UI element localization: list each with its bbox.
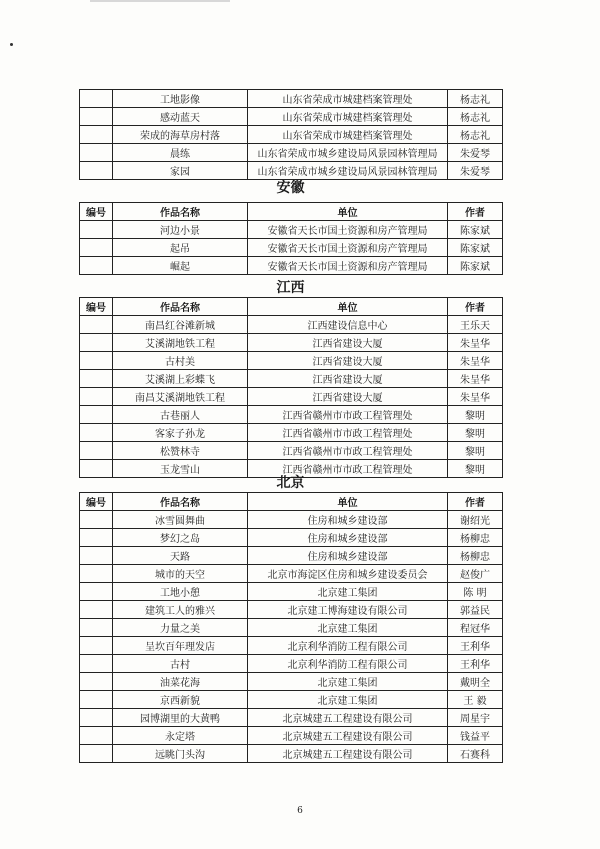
- cell-num: [80, 655, 113, 673]
- cell-num: [80, 673, 113, 691]
- cell-unit: 北京城建五工程建设有限公司: [248, 709, 448, 727]
- cell-unit: 江西省建设大厦: [248, 388, 448, 406]
- cell-num: [80, 352, 113, 370]
- cell-unit: 北京建工集团: [248, 583, 448, 601]
- scan-artifact-line: [90, 0, 230, 2]
- page-number: 6: [297, 806, 303, 816]
- cell-unit: 江西省赣州市市政工程管理处: [248, 406, 448, 424]
- jiangxi-table: [79, 297, 503, 478]
- cell-name: 艾溪湖地铁工程: [113, 334, 248, 352]
- column-header-name: 作品名称: [113, 298, 248, 316]
- cell-num: [80, 637, 113, 655]
- cell-name: 玉龙雪山: [113, 460, 248, 478]
- cell-author: 王 毅: [448, 691, 503, 709]
- cell-name: 远眺门头沟: [113, 745, 248, 763]
- cell-author: 杨志礼: [448, 126, 503, 144]
- cell-name: 油菜花海: [113, 673, 248, 691]
- table-row: [80, 239, 503, 257]
- cell-unit: 山东省荣成市城建档案管理处: [248, 126, 448, 144]
- cell-author: 黎明: [448, 424, 503, 442]
- cell-name: 松赞林寺: [113, 442, 248, 460]
- cell-num: [80, 511, 113, 529]
- table-row: [80, 601, 503, 619]
- cell-name: 工地小憩: [113, 583, 248, 601]
- cell-unit: 住房和城乡建设部: [248, 547, 448, 565]
- table-header-row: [80, 203, 503, 221]
- anhui-table: [79, 202, 503, 275]
- cell-unit: 北京利华消防工程有限公司: [248, 655, 448, 673]
- cell-num: [80, 442, 113, 460]
- cell-name: 古巷丽人: [113, 406, 248, 424]
- cell-name: 古村: [113, 655, 248, 673]
- cell-unit: 安徽省天长市国土资源和房产管理局: [248, 239, 448, 257]
- table-row: [80, 619, 503, 637]
- cell-num: [80, 619, 113, 637]
- cell-name: 城市的天空: [113, 565, 248, 583]
- cell-name: 工地影像: [113, 90, 248, 108]
- cell-author: 程冠华: [448, 619, 503, 637]
- cell-name: 感动蓝天: [113, 108, 248, 126]
- cell-name: 建筑工人的雅兴: [113, 601, 248, 619]
- table-row: [80, 257, 503, 275]
- cell-name: 起吊: [113, 239, 248, 257]
- cell-unit: 北京建工集团: [248, 691, 448, 709]
- cell-num: [80, 691, 113, 709]
- cell-unit: 北京城建五工程建设有限公司: [248, 727, 448, 745]
- table-row: [80, 673, 503, 691]
- cell-unit: 江西省赣州市市政工程管理处: [248, 460, 448, 478]
- cell-unit: 北京利华消防工程有限公司: [248, 637, 448, 655]
- cell-author: 杨志礼: [448, 90, 503, 108]
- shandong-table: [79, 89, 503, 180]
- cell-num: [80, 144, 113, 162]
- cell-unit: 山东省荣成市城建档案管理处: [248, 108, 448, 126]
- cell-unit: 江西省赣州市市政工程管理处: [248, 424, 448, 442]
- column-header-author: 作者: [448, 298, 503, 316]
- cell-name: 晨练: [113, 144, 248, 162]
- table-row: [80, 529, 503, 547]
- cell-unit: 安徽省天长市国土资源和房产管理局: [248, 257, 448, 275]
- cell-author: 王乐天: [448, 316, 503, 334]
- cell-num: [80, 709, 113, 727]
- cell-unit: 江西省建设大厦: [248, 334, 448, 352]
- cell-author: 杨志礼: [448, 108, 503, 126]
- beijing-table: [79, 492, 503, 763]
- section-title-beijing: 北京: [276, 475, 305, 491]
- cell-author: 陈 明: [448, 583, 503, 601]
- cell-unit: 江西省赣州市市政工程管理处: [248, 442, 448, 460]
- table-row: [80, 547, 503, 565]
- cell-name: 河边小景: [113, 221, 248, 239]
- cell-num: [80, 370, 113, 388]
- table-row: [80, 424, 503, 442]
- cell-author: 赵俊广: [448, 565, 503, 583]
- column-header-num: 编号: [80, 298, 113, 316]
- cell-name: 冰雪圆舞曲: [113, 511, 248, 529]
- table-row: [80, 108, 503, 126]
- section-title-jiangxi: 江西: [276, 280, 305, 296]
- table-row: [80, 655, 503, 673]
- cell-num: [80, 727, 113, 745]
- cell-name: 梦幻之岛: [113, 529, 248, 547]
- cell-num: [80, 221, 113, 239]
- cell-name: 力量之美: [113, 619, 248, 637]
- cell-author: 钱益平: [448, 727, 503, 745]
- cell-unit: 山东省荣成市城乡建设局风景园林管理局: [248, 162, 448, 180]
- table-row: [80, 334, 503, 352]
- cell-name: 天路: [113, 547, 248, 565]
- cell-num: [80, 565, 113, 583]
- cell-author: 朱呈华: [448, 370, 503, 388]
- cell-name: 客家子孙龙: [113, 424, 248, 442]
- cell-num: [80, 126, 113, 144]
- column-header-author: 作者: [448, 203, 503, 221]
- cell-name: 南昌艾溪湖地铁工程: [113, 388, 248, 406]
- cell-num: [80, 601, 113, 619]
- cell-unit: 山东省荣成市城乡建设局风景园林管理局: [248, 144, 448, 162]
- table-row: [80, 406, 503, 424]
- table-row: [80, 691, 503, 709]
- cell-name: 艾溪湖上彩蝶飞: [113, 370, 248, 388]
- cell-unit: 北京建工集团: [248, 673, 448, 691]
- table-header-row: [80, 493, 503, 511]
- table-row: [80, 637, 503, 655]
- cell-author: 石赛科: [448, 745, 503, 763]
- table-row: [80, 709, 503, 727]
- table-row: [80, 565, 503, 583]
- cell-num: [80, 424, 113, 442]
- cell-unit: 江西省建设大厦: [248, 370, 448, 388]
- cell-author: 陈家斌: [448, 239, 503, 257]
- column-header-unit: 单位: [248, 493, 448, 511]
- column-header-unit: 单位: [248, 298, 448, 316]
- cell-unit: 北京建工集团: [248, 619, 448, 637]
- table-row: [80, 90, 503, 108]
- cell-name: 古村美: [113, 352, 248, 370]
- cell-num: [80, 257, 113, 275]
- cell-num: [80, 406, 113, 424]
- table-row: [80, 511, 503, 529]
- table-row: [80, 583, 503, 601]
- cell-author: 黎明: [448, 406, 503, 424]
- cell-name: 永定塔: [113, 727, 248, 745]
- cell-num: [80, 239, 113, 257]
- cell-num: [80, 108, 113, 126]
- cell-author: 郭益民: [448, 601, 503, 619]
- cell-num: [80, 745, 113, 763]
- column-header-author: 作者: [448, 493, 503, 511]
- cell-unit: 住房和城乡建设部: [248, 529, 448, 547]
- cell-author: 戴明全: [448, 673, 503, 691]
- cell-unit: 江西省建设大厦: [248, 352, 448, 370]
- cell-num: [80, 388, 113, 406]
- column-header-unit: 单位: [248, 203, 448, 221]
- column-header-name: 作品名称: [113, 493, 248, 511]
- cell-author: 朱爱琴: [448, 144, 503, 162]
- cell-name: 呈坎百年理发店: [113, 637, 248, 655]
- cell-unit: 北京城建五工程建设有限公司: [248, 745, 448, 763]
- cell-author: 朱呈华: [448, 334, 503, 352]
- section-title-anhui: 安徽: [276, 180, 305, 196]
- cell-author: 王利华: [448, 637, 503, 655]
- cell-author: 陈家斌: [448, 257, 503, 275]
- cell-num: [80, 90, 113, 108]
- table-row: [80, 126, 503, 144]
- table-row: [80, 370, 503, 388]
- table-row: [80, 745, 503, 763]
- table-header-row: [80, 298, 503, 316]
- cell-name: 崛起: [113, 257, 248, 275]
- column-header-name: 作品名称: [113, 203, 248, 221]
- table-row: [80, 144, 503, 162]
- cell-num: [80, 583, 113, 601]
- cell-author: 黎明: [448, 442, 503, 460]
- table-row: [80, 442, 503, 460]
- column-header-num: 编号: [80, 493, 113, 511]
- cell-author: 黎明: [448, 460, 503, 478]
- cell-unit: 江西建设信息中心: [248, 316, 448, 334]
- table-row: [80, 727, 503, 745]
- cell-unit: 北京市海淀区住房和城乡建设委员会: [248, 565, 448, 583]
- cell-name: 京西新貌: [113, 691, 248, 709]
- cell-unit: 北京建工博海建设有限公司: [248, 601, 448, 619]
- table-row: [80, 316, 503, 334]
- cell-author: 谢绍光: [448, 511, 503, 529]
- cell-num: [80, 547, 113, 565]
- cell-unit: 住房和城乡建设部: [248, 511, 448, 529]
- cell-name: 荣成的海草房村落: [113, 126, 248, 144]
- scan-artifact-dot: [10, 43, 13, 46]
- cell-unit: 山东省荣成市城建档案管理处: [248, 90, 448, 108]
- table-row: [80, 352, 503, 370]
- cell-author: 朱呈华: [448, 388, 503, 406]
- cell-author: 朱呈华: [448, 352, 503, 370]
- cell-num: [80, 334, 113, 352]
- cell-author: 朱爱琴: [448, 162, 503, 180]
- cell-num: [80, 529, 113, 547]
- cell-author: 杨柳忠: [448, 529, 503, 547]
- table-row: [80, 388, 503, 406]
- column-header-num: 编号: [80, 203, 113, 221]
- cell-author: 周星宇: [448, 709, 503, 727]
- cell-author: 杨柳忠: [448, 547, 503, 565]
- table-row: [80, 221, 503, 239]
- cell-name: 家园: [113, 162, 248, 180]
- cell-name: 园博湖里的大黄鸭: [113, 709, 248, 727]
- cell-author: 王利华: [448, 655, 503, 673]
- cell-name: 南昌红谷滩新城: [113, 316, 248, 334]
- cell-num: [80, 316, 113, 334]
- cell-author: 陈家斌: [448, 221, 503, 239]
- cell-unit: 安徽省天长市国土资源和房产管理局: [248, 221, 448, 239]
